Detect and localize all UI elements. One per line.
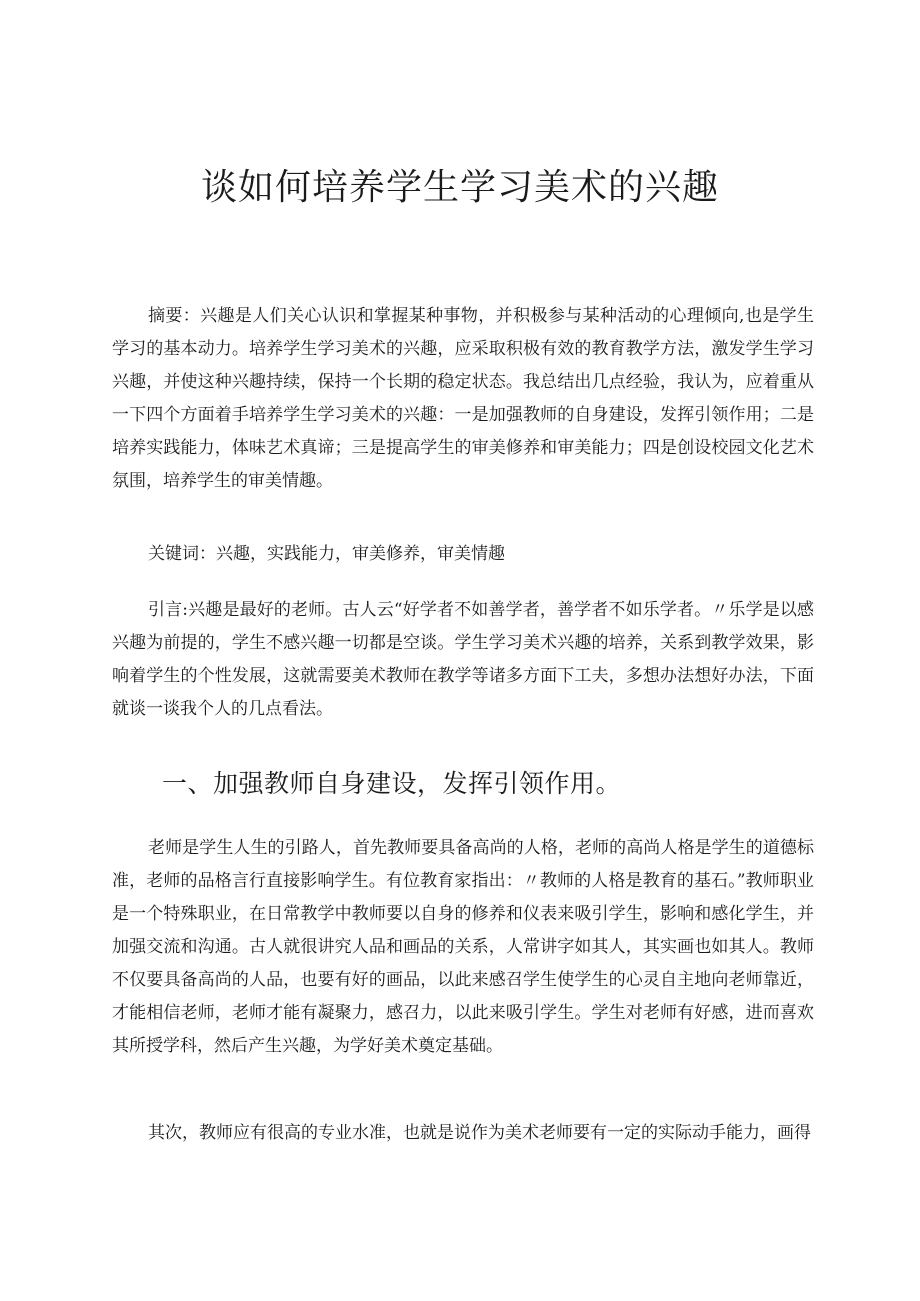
- section1-paragraph-2: 其次，教师应有很高的专业水准，也就是说作为美术老师要有一定的实际动手能力，画得: [148, 1123, 811, 1143]
- section-heading-1: 一、加强教师自身建设，发挥引领作用。: [162, 769, 622, 798]
- keywords-paragraph: 关键词：兴趣，实践能力，审美修养，审美情趣: [148, 544, 505, 564]
- intro-paragraph: 引言:兴趣是最好的老师。古人云“好学者不如善学者，善学者不如乐学者。〃乐学是以感兴趣为前提的，学生不感兴趣一切都是空谈。学生学习美术兴趣的培养，关系到教学效果，影响着学生的个性发展，这就需要美术教师在教学等诸多方面下工夫，多想办法想好办法，下面就谈一谈我个人的几点看法。: [112, 600, 814, 719]
- abstract-paragraph: 摘要：兴趣是人们关心认识和掌握某种事物，并积极参与某种活动的心理倾向,也是学生学习的基本动力。培养学生学习美术的兴趣，应采取积极有效的教育教学方法，激发学生学习兴趣，并使这种兴趣持续，保持一个长期的稳定状态。我总结出几点经验，我认为，应着重从一下四个方面着手培养学生学习美术的兴趣：一是加强教师的自身建设，发挥引领作用；二是培养实践能力，体味艺术真谛；三是提高学生的审美修养和审美能力；四是创设校园文化艺术氛围，培养学生的审美情趣。: [112, 306, 814, 491]
- section1-paragraph-1: 老师是学生人生的引路人，首先教师要具备高尚的人格，老师的高尚人格是学生的道德标准，老师的品格言行直接影响学生。有位教育家指出：〃教师的人格是教育的基石。”教师职业是一个特殊职业，在日常教学中教师要以自身的修养和仪表来吸引学生，影响和感化学生，并加强交流和沟通。古人就很讲究人品和画品的关系，人常讲字如其人，其实画也如其人。教师不仅要具备高尚的人品，也要有好的画品，以此来感召学生使学生的心灵自主地向老师靠近，才能相信老师，老师才能有凝聚力，感召力，以此来吸引学生。学生对老师有好感，进而喜欢其所授学科，然后产生兴趣，为学好美术奠定基础。: [112, 838, 814, 1056]
- document-title: 谈如何培养学生学习美术的兴趣: [200, 167, 719, 208]
